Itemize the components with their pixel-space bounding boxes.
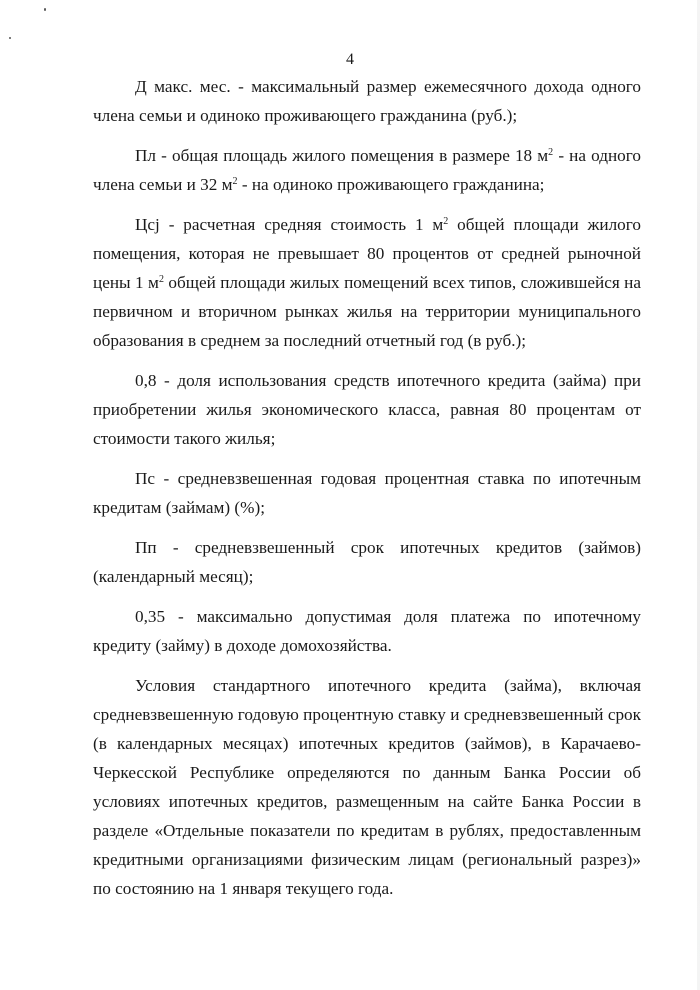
document-body [93,72,641,914]
paragraph-conditions: Условия стандартного ипотечного кредита (займа), включая средневзвешенную годовую процентную ставку и средневзвешенный срок (в календарных месяцах) ипотечных кредитов (займов), в Карачаево-Черкесской Республике определяются по данным Банка России об условиях ипотечных кредитов, размещенным на сайте Банка России в разделе «Отдельные показатели по кредитам в рублях, предоставленным кредитными организациями физическим лицам (региональный разрез)» по состоянию на 1 января текущего года. [93,676,641,898]
paragraph-coef-035: 0,35 - максимально допустимая доля платежа по ипотечному кредиту (займу) в доходе домохозяйства. [93,607,641,655]
paragraph-tscj: Цсj - расчетная средняя стоимость 1 $м^2$ общей площади жилого помещения, которая не превышает 80 процентов от средней рыночной цены 1 $м^2$ общей площади жилых помещений всех типов, сложившейся на первичном и вторичном рынках жилья на территории муниципального образования в среднем за последний отчетный год (в руб.); [93,215,641,350]
page-number: 4 [346,51,354,68]
paragraph-coef-08: 0,8 - доля использования средств ипотечного кредита (займа) при приобретении жилья экономического класса, равная 80 процентам от стоимости такого жилья; [93,371,641,448]
paragraph-pp: Пп - средневзвешенный срок ипотечных кредитов (займов) (календарный месяц); [93,538,641,586]
scan-speck [44,8,46,11]
scan-speck [9,37,11,39]
paragraph-ps: Пс - средневзвешенная годовая процентная ставка по ипотечным кредитам (займам) (%); [93,469,641,517]
paragraph-d-max: Д макс. мес. - максимальный размер ежемесячного дохода одного члена семьи и одиноко проживающего гражданина (руб.); [93,77,641,125]
paragraph-pl: Пл - общая площадь жилого помещения в размере 18 $м^2$ - на одного члена семьи и 32 $м^2$ - на одиноко проживающего гражданина; [93,146,641,194]
